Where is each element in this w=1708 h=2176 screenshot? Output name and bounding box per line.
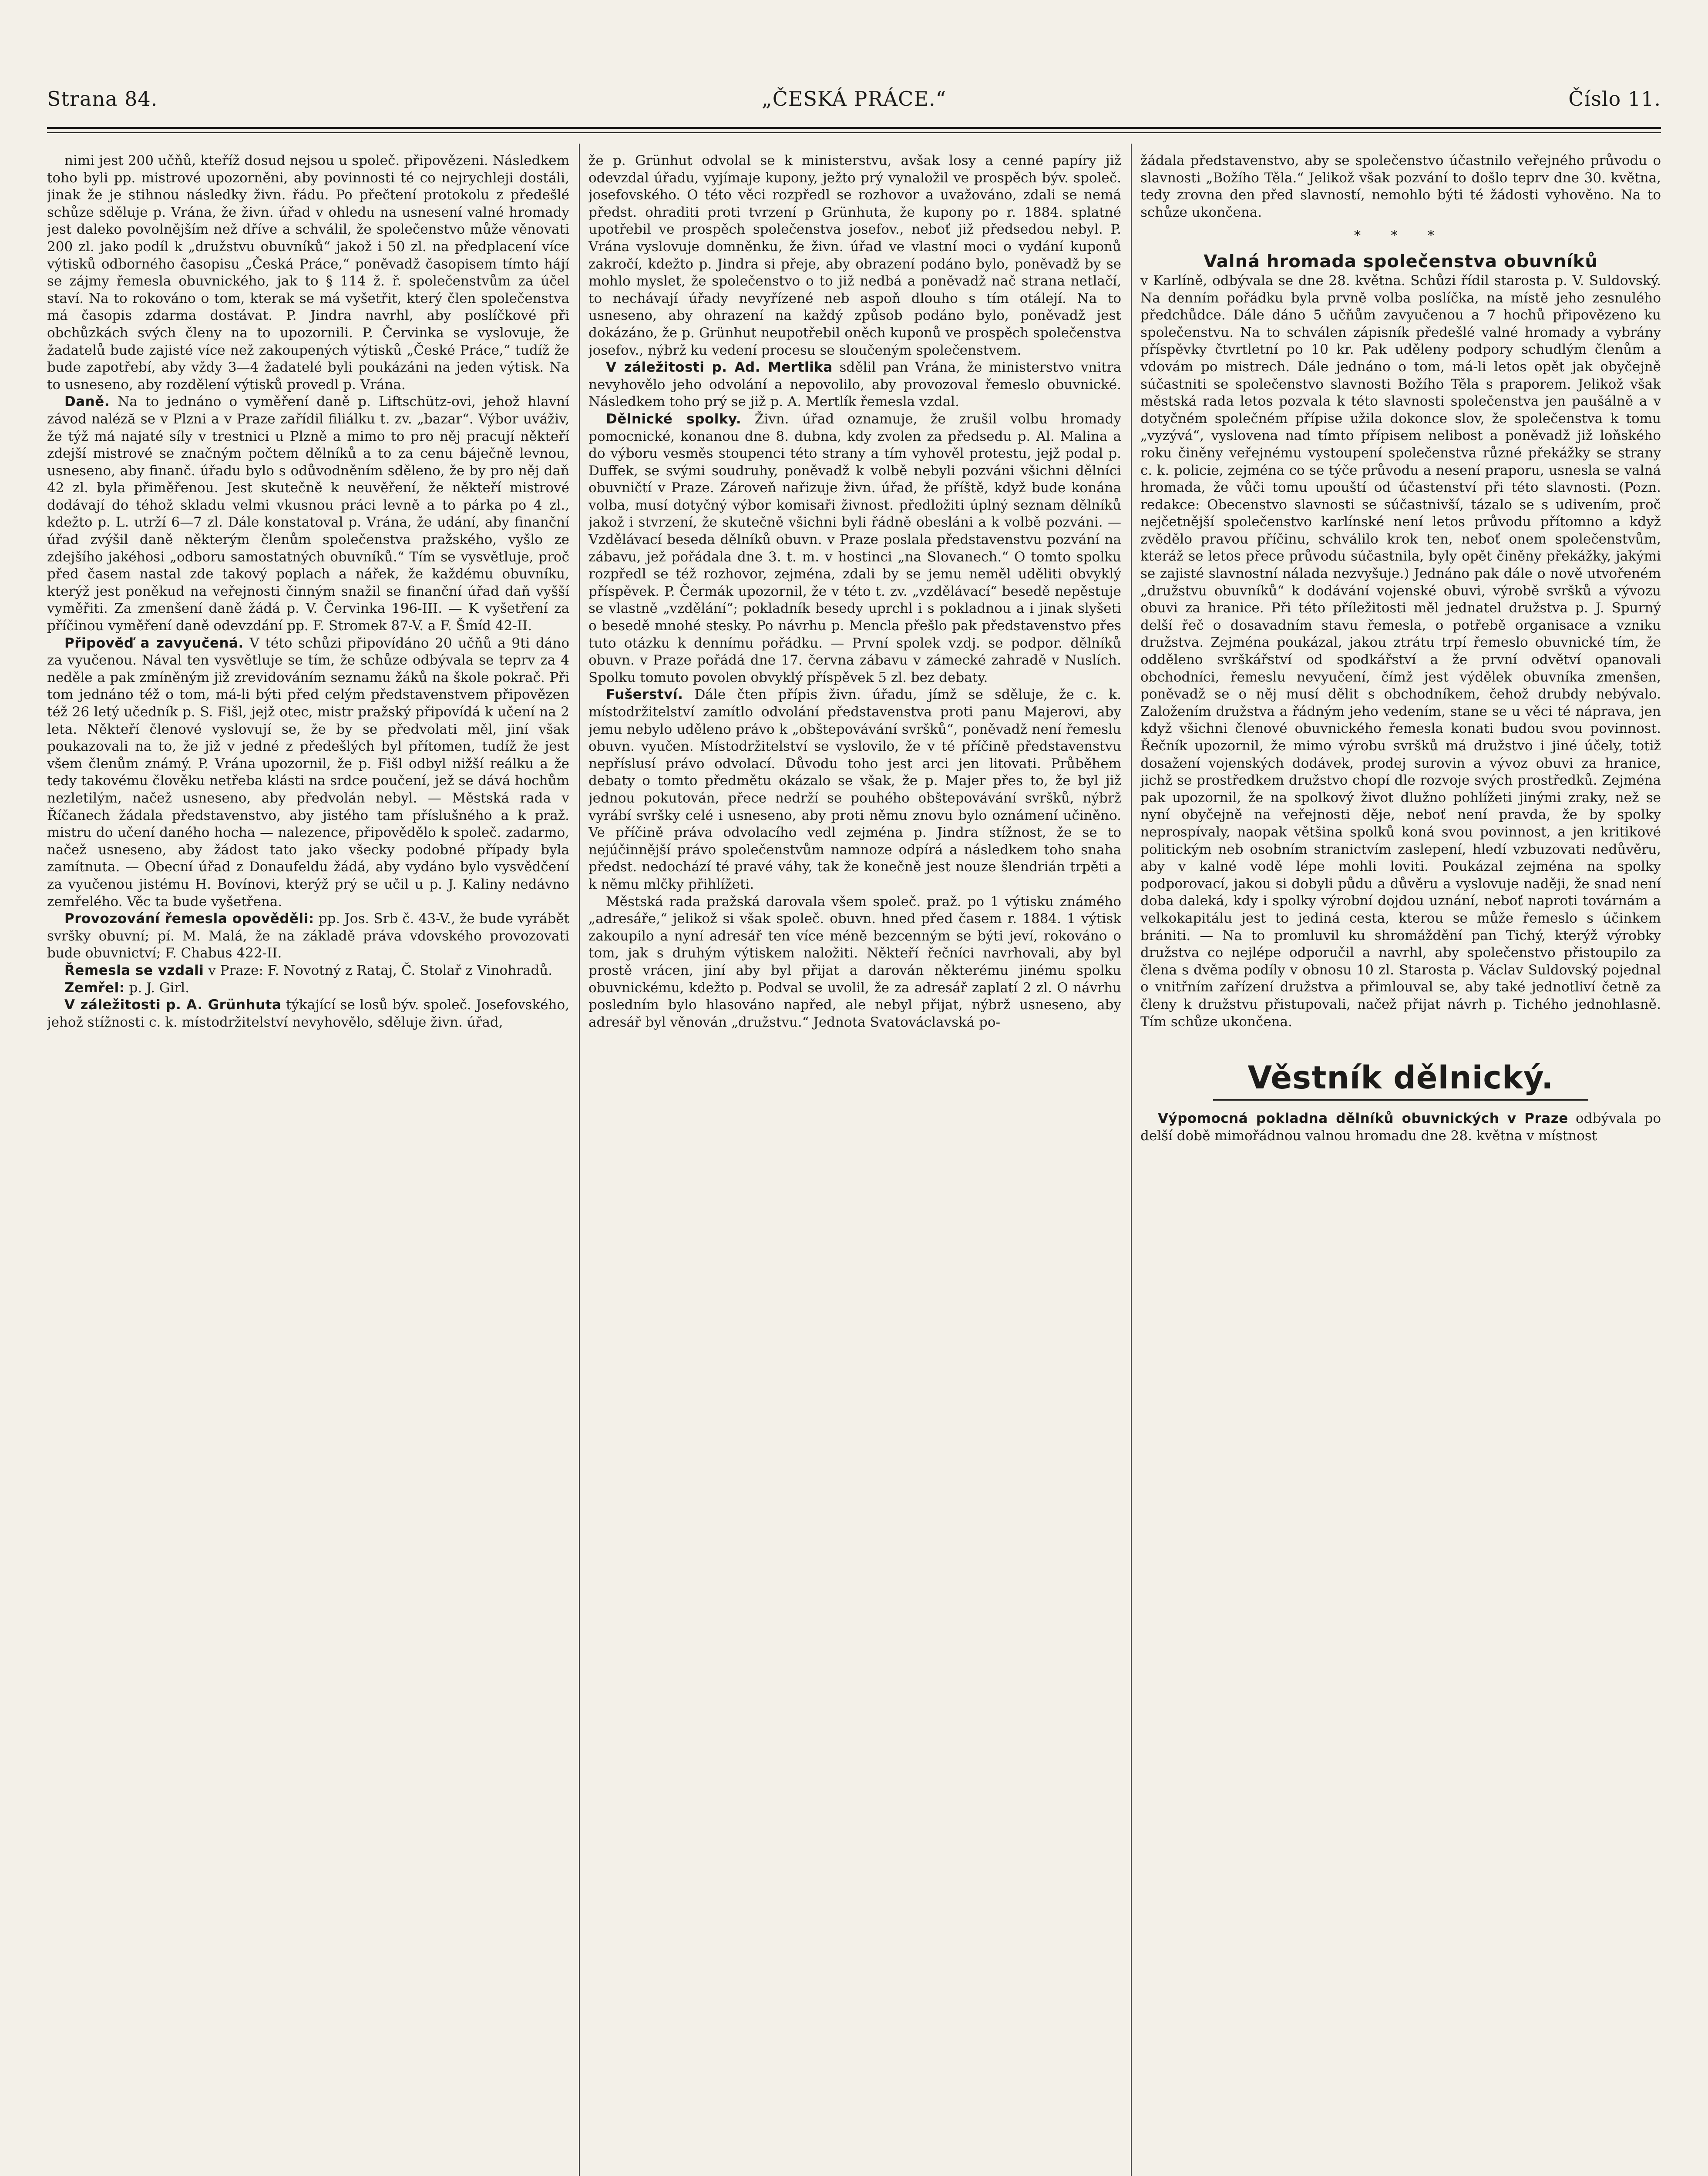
column-divider xyxy=(1131,144,1132,2176)
section-heading: Daně. xyxy=(64,394,110,410)
section-heading: Připověď a zavyučená. xyxy=(64,635,244,651)
column-1 xyxy=(47,152,569,2176)
section-title: Valná hromada společenstva obuvníků xyxy=(1204,251,1598,272)
column-divider xyxy=(579,144,580,2176)
article-paragraph: Městská rada pražská darovala všem společ. praž. po 1 výtisku známého „adresáře,“ jelikož si však společ. obuvn. hned před časem r. 1884. 1 výtisk zakoupilo a nyní adresář ten více méně bezcenným se býti jeví, rokováno o tom, jak s druhým výtiskem naložiti. Někteří řečníci navrhovali, aby byl prostě vrácen, jiní aby byl přijat a darován některému jinému spolku obuvnickému, kdežto p. Podval se uvolil, že za adresář zaplatí 2 zl. O návrhu posledním bylo hlasováno napřed, ale nebyl přijat, nýbrž usneseno, aby adresář byl věnován „družstvu.“ Jednota Svatováclavská po- xyxy=(588,893,1121,1030)
article-paragraph: Daně. Na to jednáno o vyměření daně p. Liftschütz-ovi, jehož hlavní závod naléză se v Plzni a v Praze zařídil filiálku t. zv. „bazar“. Výbor uváživ, že týž má najaté síly v trestnici u Plzně a mimo to pro něj pracují někteří zdejší mistrové se značným počtem dělníků a to za cenu báječně levnou, usneseno, aby finanč. úřadu bylo s odůvodněním sděleno, že by pro něj daň 42 zl. byla přiměřenou. Jest skutečně k neuvěření, že někteří mistrové dodávají do téhož skladu velmi vkusnou práci levně a to párka po 4 zl., kdežto p. L. utrží 6—7 zl. Dále konstatoval p. Vrána, že udání, aby finanční úřad zvýšil daně některým členům společenstva pražského, vyšlo ze zdejšího jakéhosi „odboru samostatných obuvníků.“ Tím se vysvětluje, proč před časem nastal zde takový poplach a nářek, že každému obuvníku, kterýž jest poněkud na veřejnosti činným snažil se finanční úřad daň vyšší vyměřiti. Za zmenšení daně žádá p. V. Červinka 196-III. — K vyšetření za příčinou vyměření daně odevzdání pp. F. Stromek 87-V. a F. Šmíd 42-II. xyxy=(47,394,569,634)
section-heading: Zemřel: xyxy=(64,980,125,996)
section-masthead: Věstník dělnický. xyxy=(1247,1059,1554,1096)
page-number: Strana 84. xyxy=(47,87,158,111)
section-heading: Dělnické spolky. xyxy=(606,411,742,427)
masthead-title: „ČESKÁ PRÁCE.“ xyxy=(761,87,947,111)
article-paragraph: Připověď a zavyučená. V této schůzi připovídáno 20 učňů a 9ti dáno za vyučenou. Nával ten vysvětluje se tím, že schůze odbývala se teprv za 4 neděle a pak zmíněným již zrevidováním seznamu žáků na škole pokrač. Při tom jednáno též o tom, má-li býti před celým představenstvem připovězen též 26 letý učedník p. S. Fišl, jejž otec, mistr pražský připovídá k učení na 2 leta. Někteří členové vyslovují se, že by se předvolati měl, jiní však poukazovali na to, že již v jedné z předešlých byl přítomen, tudíž že jest všem členům známý. P. Vrána upozornil, že p. Fišl odbyl nižší reálku a že tedy takovému člověku netřeba klásti na srdce poučení, jež se dává hochům nezletilým, načež usneseno, aby předvolán nebyl. — Městská rada v Říčanech žádala představenstvo, aby jistého tam příslušného a k praž. mistru do učení daného hocha — nalezence, připovědělo k společ. zadarmo, načež usneseno, aby žádost tato jako všecky podobné případy byla zamítnuta. — Obecní úřad z Donaufeldu žádá, aby vydáno bylo vysvědčení za vyučenou jistému H. Bovínovi, kterýž prý se učil u p. J. Kaliny nedávno zemřelého. Věc ta bude vyšetřena. xyxy=(47,635,569,910)
section-heading: V záležitosti p. A. Grünhuta xyxy=(64,997,282,1013)
section-separator: * * * xyxy=(1354,228,1448,244)
article-paragraph: Zemřel: p. J. Girl. xyxy=(64,980,190,996)
section-heading: Provozování řemesla opověděli: xyxy=(64,911,314,927)
section-heading: Fušerství. xyxy=(606,687,683,703)
article-paragraph: že p. Grünhut odvolal se k ministerstvu, avšak losy a cenné papíry již odevzdal úřadu, vyjímaje kupony, ježto prý vynaložil ve prospěch býv. společ. josefovského. O této věci rozpředl se rozhovor a uvažováno, zdali se nemá předst. ohraditi proti tvrzení p Grünhuta, že kupony po r. 1884. splatné upotřebil ve prospěch společenstva josefov., neboť již předsedou nebyl. P. Vrána vyslovuje domněnku, že živn. úřad ve vlastní moci o vydání kuponů zakročí, kdežto p. Jindra si přeje, aby obrazení podáno bylo, poněvadž by se mohlo myslet, že společenstvo o to již nedbá a poněvadž nač strana netlačí, to nechávají úřady nevyřízené neb aspoň dlouho s tím otálejí. Na to usneseno, aby ohrazení na každý způsob podáno bylo, poněvadž jest dokázáno, že p. Grünhut neupotřebil oněch kuponů ve prospěch společenstva josefov., nýbrž ku vedení procesu se sloučeným společenstvem. xyxy=(588,153,1121,358)
header-rule-thin xyxy=(47,132,1661,133)
section-heading: Výpomocná pokladna dělníků obuvnických v Praze xyxy=(1158,1111,1568,1127)
article-paragraph: V záležitosti p. Ad. Mertlika sdělil pan Vrána, že ministerstvo vnitra nevyhovělo jeho odvolání a nepovolilo, aby provozoval řemeslo obuvnické. Následkem toho prý se již p. A. Mertlík řemesla vzdal. xyxy=(588,359,1121,410)
section-heading: Řemesla se vzdali xyxy=(64,962,204,978)
article-paragraph: Výpomocná pokladna dělníků obuvnických v Praze odbývala po delší době mimořádnou valnou hromadu dne 28. května v místnost xyxy=(1140,1111,1661,1144)
header-rule-thick xyxy=(47,127,1661,129)
section-heading: V záležitosti p. Ad. Mertlika xyxy=(606,359,833,376)
issue-number: Číslo 11. xyxy=(1568,87,1661,111)
column-3 xyxy=(1140,152,1661,2176)
article-paragraph: Provozování řemesla opověděli: pp. Jos. Srb č. 43-V., že bude vyrábět svršky obuvní; pí. M. Malá, že na základě práva vdovského provozovati bude obuvnictví; F. Chabus 422-II. xyxy=(47,911,569,961)
section-masthead-rule xyxy=(1213,1099,1588,1101)
running-head xyxy=(47,87,1661,122)
article-paragraph: Dělnické spolky. Živn. úřad oznamuje, že zrušil volbu hromady pomocnické, konanou dne 8. dubna, kdy zvolen za předsedu p. Al. Malina a do výboru vesměs stoupenci této strany a tím vyhověl protestu, jejž podal p. Duffek, se svými soudruhy, poněvadž k volbě nebyli pozváni všichni dělníci obuvničtí v Praze. Zároveň nařizuje živn. úřad, že příště, když bude konána volba, musí dotyčný výbor komisaři živnost. předložiti úplný seznam dělníků jakož i stvrzení, že skutečně všichni byli řádně obesláni a k volbě pozváni. — Vzdělávací beseda dělníků obuvn. v Praze poslala představenstvu pozvání na zábavu, jež pořádala dne 3. t. m. v hostinci „na Slovanech.“ O tomto spolku rozpředl se též rozhovor, zejména, zdali by se jemu neměl uděliti obvyklý příspěvek. P. Čermák upozornil, že v této t. zv. „vzdělávací“ besedě nepěstuje se vlastně „vzdělání“; pokladník besedy uprchl i s pokladnou a i jinak slyšeti o besedě mnohé stesky. Po návrhu p. Mencla přešlo pak představenstvo přes tuto otázku k dennímu pořádku. — První spolek vzdj. se podpor. dělníků obuvn. v Praze pořádá dne 17. června zábavu v zámecké zahradě v Nuslích. Spolku tomuto povolen obvyklý příspěvek 5 zl. bez debaty. xyxy=(588,411,1121,685)
column-2 xyxy=(588,152,1121,2176)
article-paragraph: Fušerství. Dále čten přípis živn. úřadu, jímž se sděluje, že c. k. místodržitelství zamítlo odvolání představenstva proti panu Majerovi, aby jemu nebylo uděleno právo k „obštepovávání svršků“, poněvadž není řemeslu obuvn. vyučen. Místodržitelství se vyslovilo, že v té příčině představenstvu nepříslusí právo odvolací. Důvodu toho jest arci jen litovati. Průběhem debaty o tomto předmětu okázalo se však, že p. Majer přes to, že byl již jednou pokutován, přece nedrží se pouhého obštepovávání svršků, nýbrž vyrábí svršky celé i usneseno, aby proti němu znovu bylo oznámení učiněno. Ve příčině práva odvolacího vedl zejména p. Jindra stížnost, že se to nejúčinnější právo společenstvům namnoze odpírá a následkem toho snaha předst. nedochází té pravé váhy, tak že konečně jest nouze šlendrián trpěti a k němu mlčky přihlížeti. xyxy=(588,687,1121,892)
article-paragraph: v Karlíně, odbývala se dne 28. května. Schůzi řídil starosta p. V. Suldovský. Na denním pořádku byla prvně volba poslíčka, na místě jeho zesnulého předchůdce. Dále dáno 5 učňům zavyučenou a 7 hochů připovězeno ku společenstvu. Na to schválen zápisník předešlé valné hromady a vybrány příspěvky čtvrtletní po 10 kr. Pak uděleny podpory schudlým členům a vdovám po mistrech. Dále jednáno o tom, má-li letos opět jak obyčejně súčastniti se společenstvo slavnosti Božího Těla s praporem. Jelikož však městská rada letos pozvala k této slavnosti společenstva jen paušálně a v dotyčném společném přípise užila dokonce slov, že společenstva k tomu „vyzývá“, vyslovena nad tímto přípisem nelibost a poněvadž již loňského roku činěny veřejnému vystoupení společenstva různé překážky se strany c. k. policie, zejména co se týče průvodu a nesení praporu, usnesla se valná hromada, že vůči tomu upouští od účastenství při této slavnosti. (Pozn. redakce: Obecenstvo slavnosti se súčastnivší, tázalo se s udivením, proč nejčetnější společenstvo karlínské není letos průvodu přítomno a když zvědělo pravou příčinu, schválilo krok ten, neboť onem společenstvům, kteráž se letos přece průvodu súčastnila, byly opět činěny překážky, jakými se zajisté slavnostní nálada nezvyšuje.) Jednáno pak dále o nově utvořeném „družstvu obuvníků“ k dodávání vojenské obuvi, výrobě svršků a vývozu obuvi za hranice. Při této příležitosti měl jednatel družstva p. J. Spurný delší řeč o dosavadním stavu řemesla, o potřebě organisace a vzniku družstva. Zejména poukázal, jakou ztrátu trpí řemeslo obuvnické tím, že odděleno svrškářství od spodkářství a že první odvětví opanovali obchodníci, řemeslu nevyučení, čímž jest výdělek obuvníka zmenšen, poněvadž se o něj musí dělit s obchodníkem, čehož drubdy nebývalo. Založením družstva a řádným jeho vedením, stane se u věci té náprava, jen když všichni členové obuvnického řemesla konati budou svou povinnost. Řečník upozornil, že mimo výrobu svršků má družstvo i jiné účely, totiž dosažení vojenských dodávek, prodej surovin a vývoz obuvi za hranice, jichž se prostředkem družstvo chopí dle rozvoje svých prostředků. Zejména pak upozornil, že na spolkový život dlužno pohlížeti jinými zraky, než se nyní obyčejně na veřejnosti děje, neboť není pravda, že by spolky neprospívaly, naopak většina spolků koná svou povinnost, a jen kritikové politickým neb osobním stranictvím zaslepení, hledí vzbuzovati nedůvěru, aby v kalné vodě lépe mohli loviti. Poukázal zejména na spolky podporovací, jakou si dobyli půdu a důvěru a vyslovuje naději, že snad není doba daleká, kdy i spolky výrobní dojdou uznání, neboť naproti továrnám a velkokapitálu jest to jediná cesta, kterou se může řemeslo s účinkem brániti. — Na to promluvil ku shromáždění pan Tichý, kterýž výrobky družstva co nejlépe odporučil a navrhl, aby společenstvo přistoupilo za člena s dvěma podíly v obnosu 10 zl. Starosta p. Václav Suldovský pojednal o vnitřním zařízení družstva a přimlouval se, aby také jednotliví četně za členy k družstvu přistupovali, načež přijat návrh p. Tichého jednohlasně. Tím schůze ukončena. xyxy=(1140,272,1661,1030)
article-paragraph: Řemesla se vzdali v Praze: F. Novotný z Rataj, Č. Stolař z Vinohradů. xyxy=(64,962,553,978)
article-paragraph: žádala představenstvo, aby se společenstvo účastnilo veřejného průvodu o slavnosti „Božího Těla.“ Jelikož však pozvání to došlo teprv dne 30. května, tedy zrovna den před slavností, nemohlo býti té žádosti vyhověno. Na to schůze ukončena. xyxy=(1140,153,1661,220)
article-paragraph: V záležitosti p. A. Grünhuta týkající se losů býv. společ. Josefovského, jehož stížnosti c. k. místodržitelství nevyhovělo, sděluje živn. úřad, xyxy=(47,997,569,1030)
article-paragraph: nimi jest 200 učňů, kteříž dosud nejsou u společ. připovězeni. Následkem toho byli pp. mistrové upozorněni, aby povinnosti té co nejrychleji dostáli, jinak že je stihnou následky živn. řádu. Po přečtení protokolu z předešlé schůze sděluje p. Vrána, že živn. úřad v ohledu na usnesení valné hromady jest daleko povolnějším než dříve a schválil, že společenstvo může věnovati 200 zl. jako podíl k „družstvu obuvníků“ jakož i 50 zl. na předplacení více výtisků odborného časopisu „Česká Práce,“ poněvadž časopisem tímto hájí se zájmy řemesla obuvnického, jak to § 114 ž. ř. společenstvům za účel staví. Na to rokováno o tom, kterak se má vyšetřit, který člen společenstva má časopis zdarma dostávat. P. Jindra navrhl, aby poslíčkové při obchůzkách svých členy na to upozornili. P. Červinka se vyslovuje, že žadatelů bude zajisté více než zakoupených výtisků „České Práce,“ tudíž že bude zapotřebí, aby vždy 3—4 žadatelé byli poukázáni na jeden výtisk. Na to usneseno, aby rozdělení výtisků provedl p. Vrána. xyxy=(47,153,569,393)
